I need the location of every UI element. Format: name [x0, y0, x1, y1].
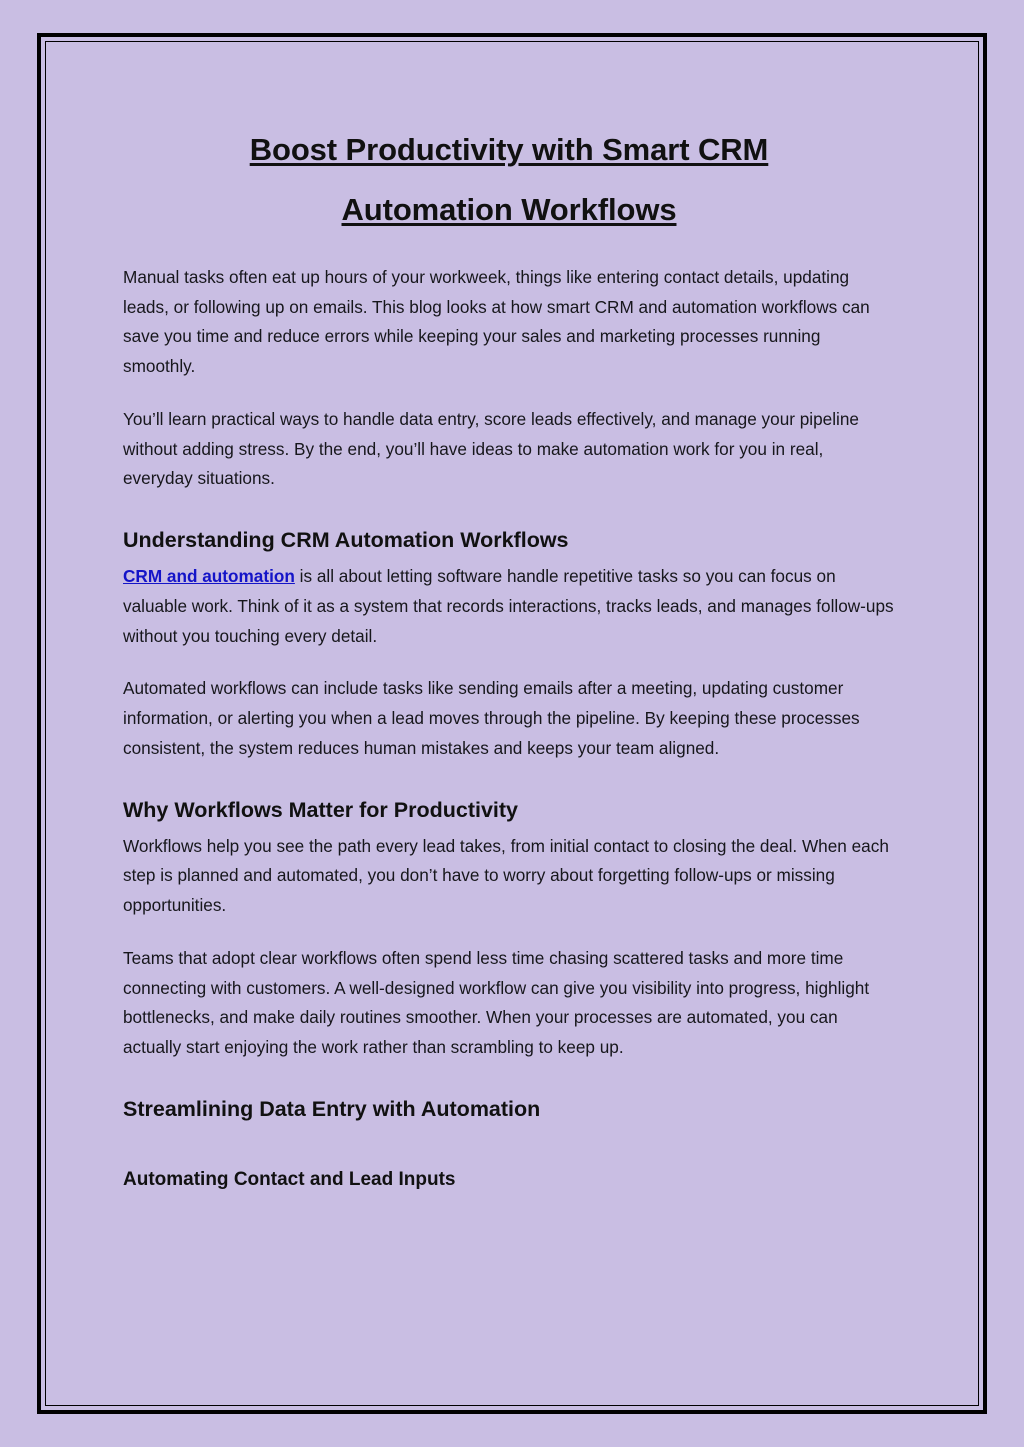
crm-and-automation-link[interactable]: CRM and automation [123, 566, 295, 587]
section-1-paragraph-1-rest: is all about letting software handle repetitive tasks so you can focus on valuable work. Think of it as a system that records interactions, tracks leads, and manages follow-ups without you touching every detail. [123, 566, 894, 646]
page-title [123, 120, 895, 241]
intro-paragraph-2: You’ll learn practical ways to handle data entry, score leads effectively, and manage your pipeline without adding stress. By the end, you’ll have ideas to make automation work for you in real, everyday situations. [123, 408, 859, 489]
page-title-line-1: Boost Productivity with Smart CRM [249, 132, 769, 167]
section-2-paragraph-2: Teams that adopt clear workflows often spend less time chasing scattered tasks and more time connecting with customers. A well-designed workflow can give you visibility into progress, highlight bottlenecks, and make daily routines smoother. When your processes are automated, you can actually start enjoying the work rather than scrambling to keep up. [123, 947, 870, 1058]
intro-paragraph-1: Manual tasks often eat up hours of your workweek, things like entering contact details, updating leads, or following up on emails. This blog looks at how smart CRM and automation workflows can save you time and reduce errors while keeping your sales and marketing processes running smoothly. [123, 266, 870, 377]
section-2-paragraph-1: Workflows help you see the path every lead takes, from initial contact to closing the deal. When each step is planned and automated, you don’t have to worry about forgetting follow-ups or missing opportunities. [123, 835, 889, 916]
document-body [123, 120, 895, 1193]
page-title-line-2: Automation Workflows [341, 192, 677, 228]
section-heading-why-workflows-matter-for-productivity: Why Workflows Matter for Productivity [123, 797, 518, 822]
section-heading-streamlining-data-entry-with-automation: Streamlining Data Entry with Automation [123, 1096, 541, 1121]
section-1-paragraph-1 [123, 562, 895, 651]
section-1-paragraph-2: Automated workflows can include tasks like sending emails after a meeting, updating customer information, or alerting you when a lead moves through the pipeline. By keeping these processes consistent, the system reduces human mistakes and keeps your team aligned. [123, 678, 860, 758]
section-heading-understanding-crm-automation-workflows: Understanding CRM Automation Workflows [123, 528, 569, 553]
subsection-heading-automating-contact-and-lead-inputs: Automating Contact and Lead Inputs [123, 1168, 456, 1190]
